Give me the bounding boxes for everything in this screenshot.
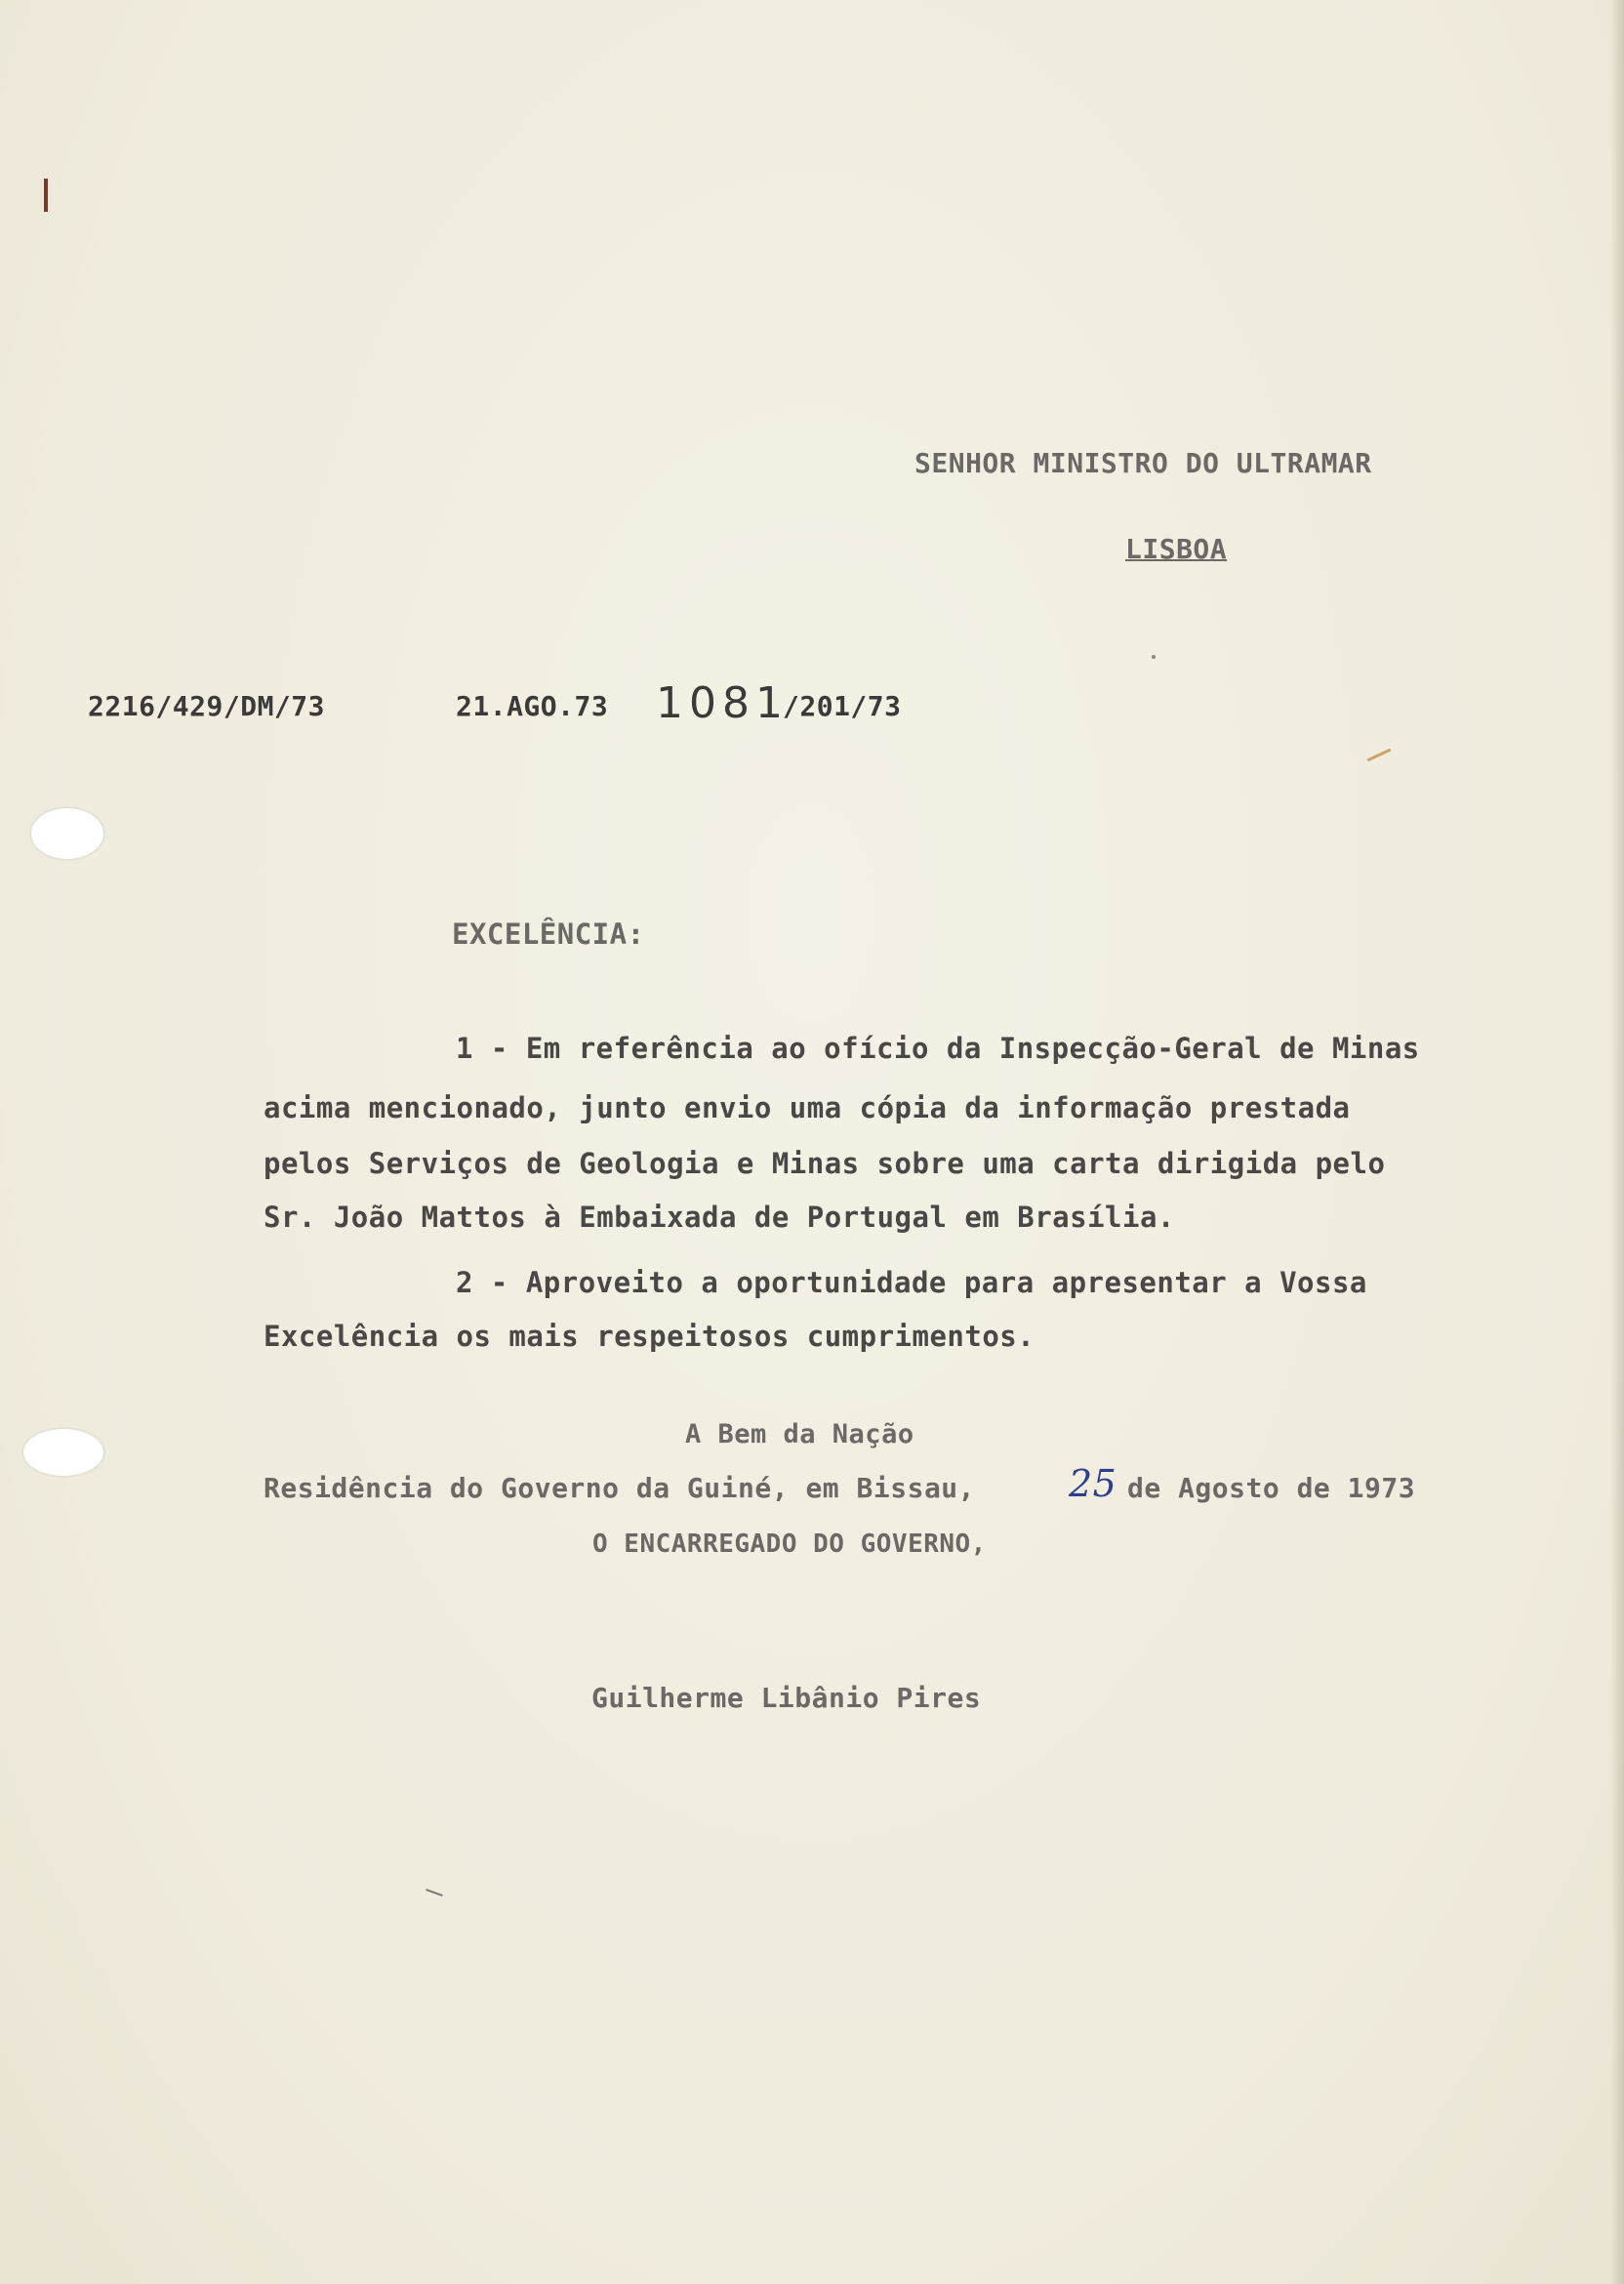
page-edge-shadow bbox=[1610, 0, 1624, 2284]
paragraph-1-line: acima mencionado, junto envio uma cópia da informação prestada bbox=[264, 1091, 1351, 1124]
place-date-suffix: de Agosto de 1973 bbox=[1127, 1472, 1416, 1504]
paragraph-1-line: 1 - Em referência ao ofício da Inspecção-Geral de Minas bbox=[456, 1032, 1420, 1065]
punch-hole bbox=[31, 808, 103, 859]
paragraph-2-line: Excelência os mais respeitosos cumprimentos. bbox=[264, 1320, 1035, 1353]
file-reference: 2216/429/DM/73 bbox=[88, 690, 326, 722]
paper-mark bbox=[1367, 749, 1392, 762]
paragraph-1-line: Sr. João Mattos à Embaixada de Portugal em Brasília. bbox=[264, 1201, 1175, 1234]
stamped-number-suffix: /201/73 bbox=[783, 690, 902, 722]
punch-hole bbox=[23, 1429, 103, 1476]
paragraph-2-line: 2 - Aproveito a oportunidade para apresentar a Vossa bbox=[456, 1266, 1367, 1299]
closing-motto: A Bem da Nação bbox=[685, 1419, 914, 1449]
paragraph-1-line: pelos Serviços de Geologia e Minas sobre uma carta dirigida pelo bbox=[264, 1147, 1386, 1180]
paper-mark bbox=[426, 1889, 443, 1897]
paper-mark bbox=[1152, 655, 1156, 659]
signatory-role: O ENCARREGADO DO GOVERNO, bbox=[592, 1529, 987, 1559]
stamped-number: 1081 bbox=[656, 678, 789, 728]
reference-date: 21.AGO.73 bbox=[456, 690, 609, 722]
handwritten-day: 25 bbox=[1069, 1462, 1117, 1505]
addressee: SENHOR MINISTRO DO ULTRAMAR bbox=[914, 447, 1372, 479]
signatory-name: Guilherme Libânio Pires bbox=[591, 1682, 982, 1714]
salutation: EXCELÊNCIA: bbox=[452, 918, 645, 951]
addressee-city: LISBOA bbox=[1125, 533, 1228, 565]
place-date-prefix: Residência do Governo da Guiné, em Bissau, bbox=[264, 1472, 976, 1504]
margin-mark bbox=[44, 179, 48, 212]
